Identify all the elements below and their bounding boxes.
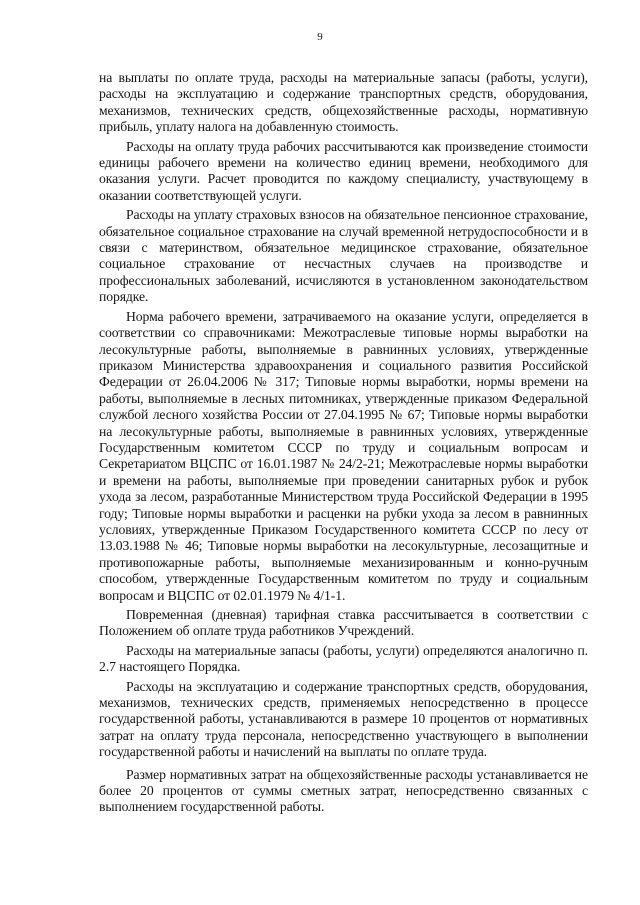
paragraph-overhead-costs: Размер нормативных затрат на общехозяйственные расходы устанавливается не более 20 процентов от суммы сметных затрат, непосредственно связанных с выполнением государственной работы.: [99, 766, 588, 815]
paragraph-continuation: на выплаты по оплате труда, расходы на материальные запасы (работы, услуги), расходы на эксплуатацию и содержание транспортных средств, оборудования, механизмов, технических средств, общехозяйственные расходы, нормативную прибыль, уплату налога на добавленную стоимость.: [99, 70, 588, 135]
document-body: [99, 70, 588, 819]
paragraph-equipment-maintenance: Расходы на эксплуатацию и содержание транспортных средств, оборудования, механизмов, технических средств, применяемых непосредственно в процессе государственной работы, устанавливаются в размере 10 процентов от нормативных затрат на оплату труда персонала, непосредственно участвующего в выполнении государственной работы и начислений на выплаты по оплате труда.: [99, 678, 588, 760]
paragraph-working-time-norms: Норма рабочего времени, затрачиваемого на оказание услуги, определяется в соответствии со справочниками: Межотраслевые типовые нормы выработки на лесокультурные работы, выполняемые в равнинных условиях, утвержденные приказом Министерства здравоохранения и социального развития Российской Федерации от 26.04.2006 № 317; Типовые нормы выработки, нормы времени на работы, выполняемые в лесных питомниках, утвержденные приказом Федеральной службой лесного хозяйства России от 27.04.1995 № 67; Типовые нормы выработки на лесокультурные работы, выполняемые в равнинных условиях, утвержденные Государственным комитетом СССР по труду и социальным вопросам и Секретариатом ВЦСПС от 16.01.1987 № 24/2-21; Межотраслевые нормы выработки и времени на работы, выполняемые при проведении санитарных рубок и рубок ухода за лесом, разработанные Министерством труда Российской Федерации в 1995 году; Типовые нормы выработки и расценки на рубки ухода за лесом в равнинных условиях, утвержденные Приказом Государственного комитета СССР по лесу от 13.03.1988 № 46; Типовые нормы выработки на лесокультурные, лесозащитные и противопожарные работы, выполняемые механизированным и конно-ручным способом, утвержденные Государственным комитетом по труду и социальным вопросам и ВЦСПС от 02.01.1979 № 4/1-1.: [99, 308, 588, 603]
paragraph-labor-costs: Расходы на оплату труда рабочих рассчитываются как произведение стоимости единицы рабочего времени на количество единиц времени, необходимого для оказания услуги. Расчет проводится по каждому специалисту, участвующему в оказании соответствующей услуги.: [99, 138, 588, 203]
paragraph-insurance-contributions: Расходы на уплату страховых взносов на обязательное пенсионное страхование, обязательное социальное страхование на случай временной нетрудоспособности и в связи с материнством, обязательное медицинское страхование, обязательное социальное страхование от несчастных случаев на производстве и профессиональных заболеваний, исчисляются в установленном законодательством порядке.: [99, 207, 588, 305]
paragraph-daily-tariff-rate: Повременная (дневная) тарифная ставка рассчитывается в соответствии с Положением об оплате труда работников Учреждений.: [99, 607, 588, 639]
paragraph-material-supplies: Расходы на материальные запасы (работы, услуги) определяются аналогично п. 2.7 настоящего Порядка.: [99, 642, 588, 675]
page-number: 9: [317, 31, 323, 43]
